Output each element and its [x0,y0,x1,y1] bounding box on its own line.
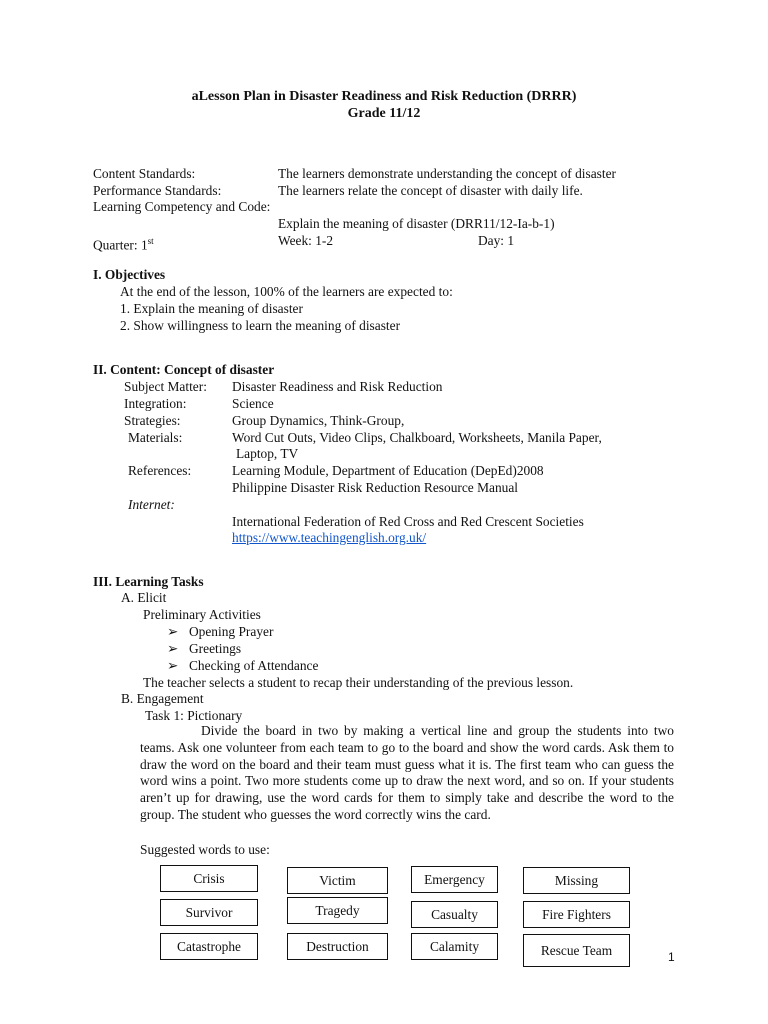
materials-value: Word Cut Outs, Video Clips, Chalkboard, Worksheets, Manila Paper, [232,430,602,445]
content-standards-label: Content Standards: [93,166,196,181]
arrow-bullet-icon: ➢ [167,624,179,639]
word-card: Rescue Team [523,934,630,967]
objectives-heading: I. Objectives [93,267,166,282]
word-card: Crisis [160,865,258,892]
word-card: Victim [287,867,388,894]
performance-standards-label: Performance Standards: [93,183,222,198]
arrow-bullet-icon: ➢ [167,658,179,673]
word-card: Survivor [160,899,258,926]
recap-text: The teacher selects a student to recap their understanding of the previous lesson. [143,675,574,690]
materials-value-continued: Laptop, TV [236,446,299,461]
learning-tasks-heading: III. Learning Tasks [93,574,204,589]
engagement-heading: B. Engagement [121,691,204,706]
bullet-item: ➢ Greetings [167,641,242,656]
integration-value: Science [232,396,274,411]
quarter: Quarter: 1st [93,236,154,253]
word-card: Catastrophe [160,933,258,960]
references-label: References: [128,463,192,478]
bullet-item: ➢ Checking of Attendance [167,658,319,673]
task1-heading: Task 1: Pictionary [145,708,243,723]
word-card: Destruction [287,933,388,960]
word-card: Casualty [411,901,498,928]
internet-label: Internet: [128,497,175,512]
day: Day: 1 [478,233,515,248]
strategies-value: Group Dynamics, Think-Group, [232,413,405,428]
bullet-item: ➢ Opening Prayer [167,624,274,639]
internet-source: International Federation of Red Cross and Red Crescent Societies [232,514,584,529]
arrow-bullet-icon: ➢ [167,641,179,656]
objective-item: 2. Show willingness to learn the meaning of disaster [120,318,401,333]
integration-label: Integration: [124,396,187,411]
word-card: Fire Fighters [523,901,630,928]
performance-standards-value: The learners relate the concept of disaster with daily life. [278,183,583,198]
references-value-continued: Philippine Disaster Risk Reduction Resource Manual [232,480,518,495]
word-card: Missing [523,867,630,894]
materials-label: Materials: [128,430,183,445]
week: Week: 1-2 [278,233,334,248]
internet-link[interactable]: https://www.teachingenglish.org.uk/ [232,530,427,545]
competency-value: Explain the meaning of disaster (DRR11/12-Ia-b-1) [278,216,555,231]
pictionary-instructions: Divide the board in two by making a vertical line and group the students into two teams. Ask one volunteer from each team to go to the board and show the word cards. Ask them to draw the word on the board and their team must guess what it is. The first team who can guess the word wins a point. Two more students come up to draw the next word, and so on. If your students aren’t up for drawing, use the word cards for them to simply take and describe the word to the group. The student who guesses the word correctly wins the card. [140,723,674,822]
suggested-words-label: Suggested words to use: [140,842,270,857]
subject-matter-label: Subject Matter: [124,379,207,394]
word-card: Tragedy [287,897,388,924]
page-number: 1 [668,950,675,964]
competency-label: Learning Competency and Code: [93,199,271,214]
objectives-intro: At the end of the lesson, 100% of the learners are expected to: [120,284,453,299]
references-value: Learning Module, Department of Education (DepEd)2008 [232,463,544,478]
document-title: aLesson Plan in Disaster Readiness and Risk Reduction (DRRR) [191,89,577,104]
preliminary-activities: Preliminary Activities [143,607,261,622]
document-subtitle: Grade 11/12 [347,106,421,121]
objective-item: 1. Explain the meaning of disaster [120,301,303,316]
word-card: Emergency [411,866,498,893]
word-card: Calamity [411,933,498,960]
content-heading: II. Content: Concept of disaster [93,362,275,377]
subject-matter-value: Disaster Readiness and Risk Reduction [232,379,443,394]
strategies-label: Strategies: [124,413,181,428]
content-standards-value: The learners demonstrate understanding the concept of disaster [278,166,616,181]
elicit-heading: A. Elicit [121,590,167,605]
